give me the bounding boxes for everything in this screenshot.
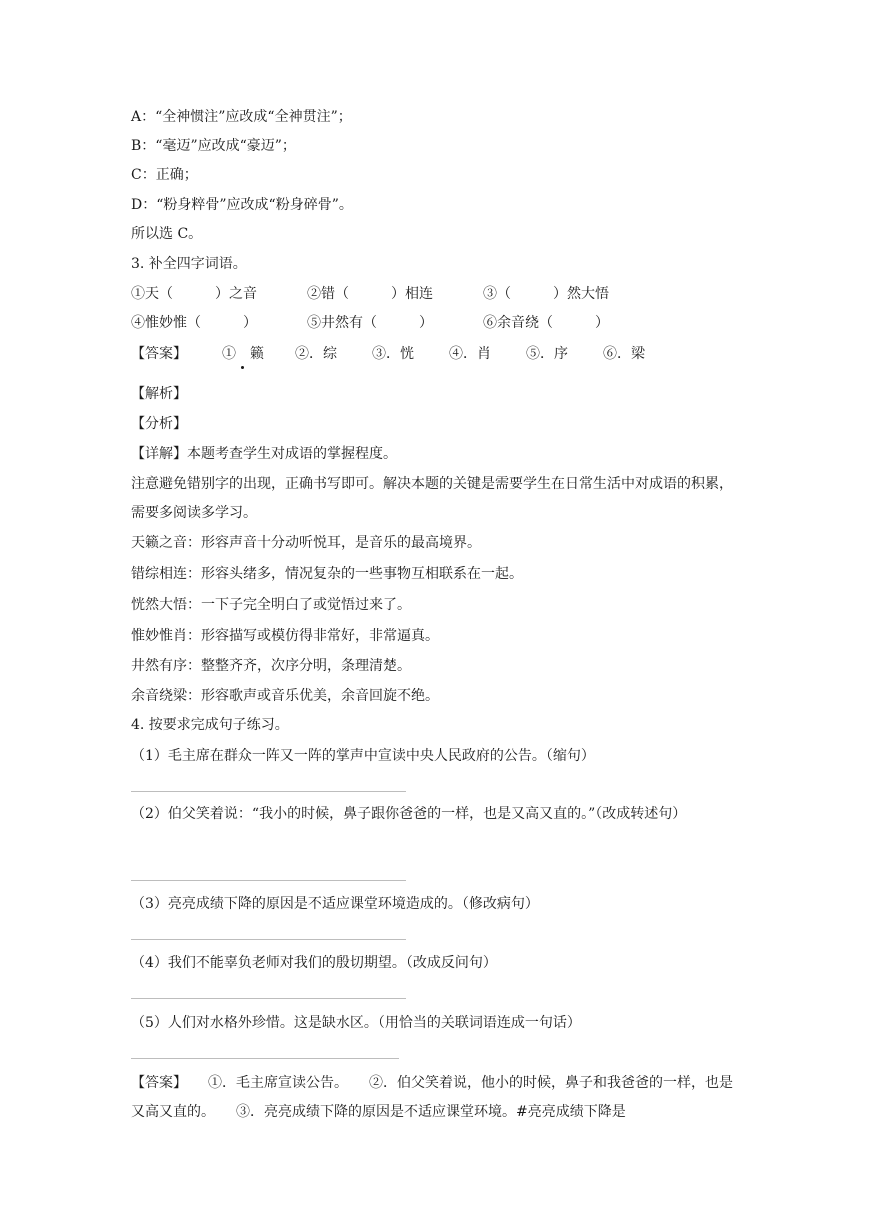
q3-item: ⑤井然有（ ）	[307, 315, 433, 331]
q4-item: （5）人们对水格外珍惜。这是缺水区。（用恰当的关联词语连成一句话）	[131, 1015, 581, 1031]
idiom-explanation: 错综相连：形容头绪多，情况复杂的一些事物互相联系在一起。	[131, 566, 523, 582]
option-d-analysis: D：“粉身粹骨”应改成“粉身碎骨”。	[131, 197, 353, 213]
q4-item: （1）毛主席在群众一阵又一阵的掌声中宣读中央人民政府的公告。（缩句）	[131, 748, 595, 764]
option-a-analysis: A：“全神惯注”应改成“全神贯注”；	[131, 109, 352, 125]
answer-blank-line[interactable]	[131, 1058, 399, 1059]
answer-blank-line[interactable]	[131, 998, 406, 999]
note-paragraph: 注意避免错别字的出现，正确书写即可。解决本题的关键是需要学生在日常生活中对成语的积累，需要多阅读多学习。	[131, 476, 733, 521]
q3-item: ③（ ）然大悟	[483, 286, 609, 302]
q3-title: 3. 补全四字词语。	[131, 256, 247, 272]
conclusion: 所以选 C。	[131, 226, 203, 242]
answer-item: ②．综	[295, 346, 337, 362]
option-b-analysis: B：“毫迈”应改成“豪迈”；	[131, 138, 296, 154]
emphasis-dot	[241, 366, 244, 369]
idiom-explanation: 天籁之音：形容声音十分动听悦耳，是音乐的最高境界。	[131, 535, 481, 551]
q4-item: （3）亮亮成绩下降的原因是不适应课堂环境造成的。（修改病句）	[131, 896, 539, 912]
idiom-explanation: 井然有序：整整齐齐，次序分明，条理清楚。	[131, 658, 411, 674]
answer-item: ① 籁	[222, 346, 264, 362]
idiom-explanation: 恍然大悟：一下子完全明白了或觉悟过来了。	[131, 597, 411, 613]
fenxi-label: 【分析】	[131, 416, 187, 432]
q4-item: （4）我们不能辜负老师对我们的殷切期望。（改成反问句）	[131, 955, 497, 971]
q3-item: ②错（ ）相连	[307, 286, 433, 302]
detail-text: 【详解】本题考查学生对成语的掌握程度。	[131, 446, 397, 462]
analysis-label: 【解析】	[131, 386, 187, 402]
q3-item: ④惟妙惟（ ）	[131, 315, 257, 331]
answer-blank-line[interactable]	[131, 880, 406, 881]
idiom-explanation: 惟妙惟肖：形容描写或模仿得非常好，非常逼真。	[131, 628, 439, 644]
answer-item: ⑤．序	[526, 346, 568, 362]
q4-item: （2）伯父笑着说：“我小的时候，鼻子跟你爸爸的一样，也是又高又直的。”（改成转述句）	[131, 806, 687, 822]
option-c-analysis: C：正确；	[131, 167, 198, 183]
q3-item: ①天（ ）之音	[131, 286, 257, 302]
answer-item: ④．肖	[449, 346, 491, 362]
q4-title: 4. 按要求完成句子练习。	[131, 717, 289, 733]
idiom-explanation: 余音绕梁：形容歌声或音乐优美，余音回旋不绝。	[131, 688, 439, 704]
answer-item: ③．恍	[372, 346, 414, 362]
answer-blank-line[interactable]	[131, 791, 406, 792]
q4-answer-paragraph: 【答案】 ①．毛主席宣读公告。 ②．伯父笑着说，他小的时候，鼻子和我爸爸的一样，也是又高又直的。 ③．亮亮成绩下降的原因是不适应课堂环境。#亮亮成绩下降是	[131, 1075, 733, 1120]
answer-item: ⑥．梁	[603, 346, 645, 362]
answer-blank-line[interactable]	[131, 939, 406, 940]
q3-item: ⑥余音绕（ ）	[483, 315, 609, 331]
answer-label: 【答案】	[131, 346, 187, 362]
